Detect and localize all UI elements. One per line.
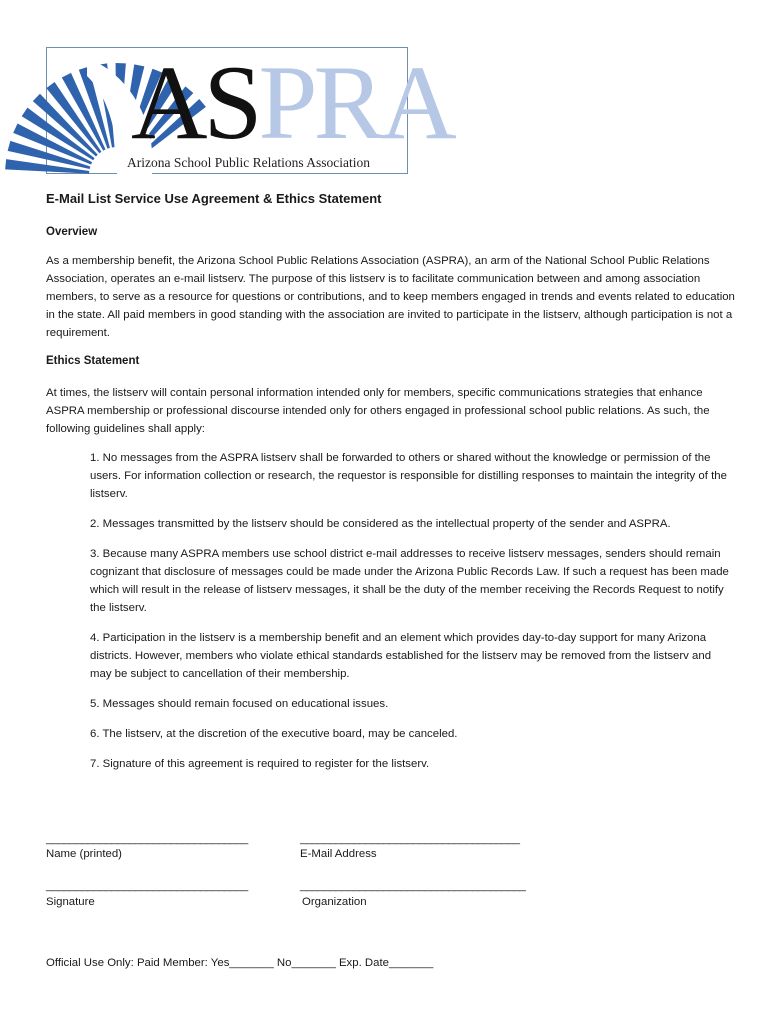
guidelines-list <box>90 449 730 785</box>
official-use-line: Official Use Only: Paid Member: Yes_______ No_______ Exp. Date_______ <box>46 957 434 969</box>
organization-line[interactable]: ______________________________________ <box>300 880 526 892</box>
email-label: E-Mail Address <box>300 848 377 860</box>
signature-label: Signature <box>46 896 95 908</box>
overview-heading: Overview <box>46 226 98 238</box>
guideline-item: 5. Messages should remain focused on educational issues. <box>90 698 389 710</box>
guideline-item: 4. Participation in the listserv is a membership benefit and an element which provides day-to-day support for many Arizona districts. However, members who violate ethical standards established for the listserv may be removed from the listserv and may be subject to cancellation of their membership. <box>90 632 712 680</box>
email-line[interactable]: _____________________________________ <box>300 833 520 845</box>
name-line[interactable]: __________________________________ <box>46 833 248 845</box>
ethics-intro-paragraph: At times, the listserv will contain personal information intended only for members, specific communications strategies that enhance ASPRA membership or professional discourse intended only for others engaged in professional school public relations. As such, the following guidelines shall apply: <box>46 387 710 435</box>
document-title: E-Mail List Service Use Agreement & Ethics Statement <box>46 191 382 206</box>
name-label: Name (printed) <box>46 848 122 860</box>
overview-paragraph: As a membership benefit, the Arizona School Public Relations Association (ASPRA), an arm of the National School Public Relations Association, operates an e-mail listserv. The purpose of this listserv is to facilitate communication between and among association members, to serve as a resource for questions or contributions, and to keep members engaged in trends and events related to education in the state. All paid members in good standing with the association are invited to participate in the listserv, although participation is not a requirement. <box>46 255 735 339</box>
sun-ray <box>5 159 89 173</box>
signature-line[interactable]: __________________________________ <box>46 880 248 892</box>
logo-subtitle: Arizona School Public Relations Association <box>127 155 370 170</box>
guideline-item: 1. No messages from the ASPRA listserv shall be forwarded to others or shared without the knowledge or permission of the users. For information collection or research, the requestor is responsible for distilling responses to maintain the integrity of the listserv. <box>90 452 727 500</box>
aspra-logo <box>46 44 453 174</box>
guideline-item: 7. Signature of this agreement is required to register for the listserv. <box>90 758 430 770</box>
organization-label: Organization <box>302 896 367 908</box>
guideline-item: 2. Messages transmitted by the listserv should be considered as the intellectual property of the sender and ASPRA. <box>90 518 671 530</box>
ethics-heading: Ethics Statement <box>46 355 140 367</box>
guideline-item: 3. Because many ASPRA members use school district e-mail addresses to receive listserv messages, senders should remain cognizant that disclosure of messages could be made under the Arizona Public Records Law. If such a request has been made which will result in the release of listserv messages, it shall be the duty of the member receiving the Records Request to notify the listserv. <box>90 548 729 614</box>
logo-letters-as: AS <box>131 44 259 161</box>
logo-wordmark <box>131 44 453 161</box>
guideline-item: 6. The listserv, at the discretion of the executive board, may be canceled. <box>90 728 458 740</box>
logo-letters-pra: PRA <box>258 44 453 161</box>
